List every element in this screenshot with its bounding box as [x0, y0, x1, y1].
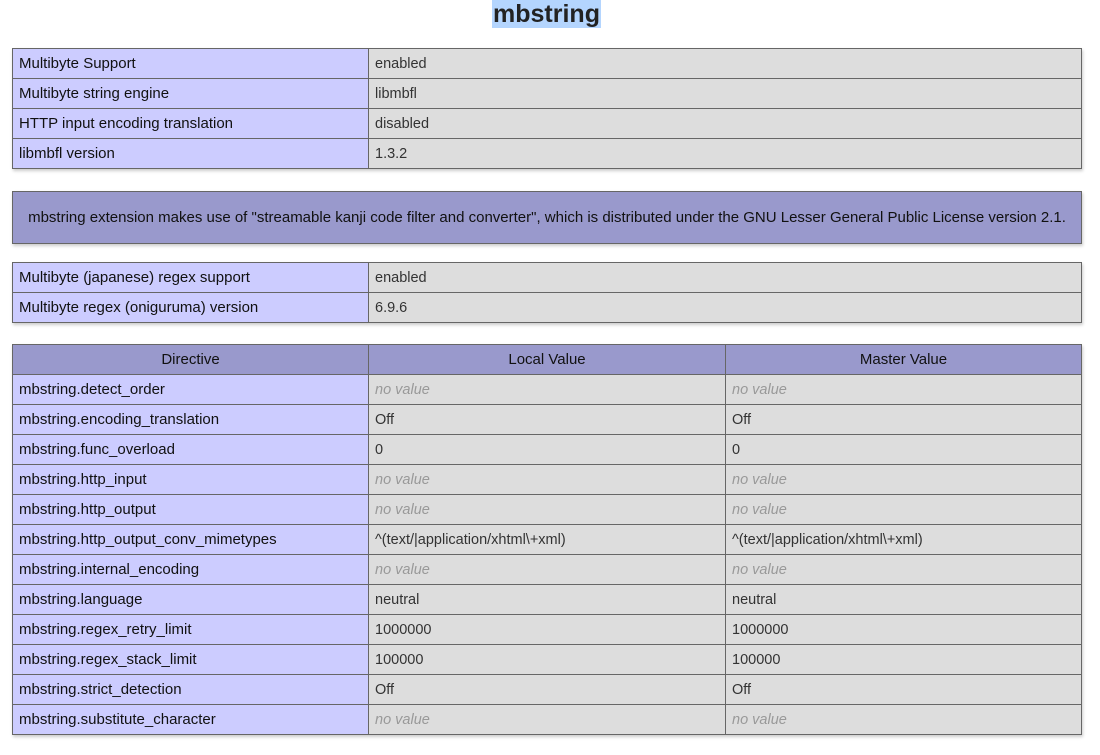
local-value: 1000000 — [369, 615, 726, 645]
no-value-text: no value — [375, 381, 430, 398]
info-table — [12, 48, 1082, 169]
directive-name: mbstring.detect_order — [13, 375, 369, 405]
table-row — [13, 675, 1082, 705]
no-value-text: no value — [732, 711, 787, 728]
master-value: 100000 — [726, 645, 1082, 675]
directive-name: mbstring.regex_stack_limit — [13, 645, 369, 675]
section-title-text: mbstring — [493, 0, 600, 28]
row-label: Multibyte Support — [13, 49, 369, 79]
master-value — [726, 465, 1082, 495]
master-value: ^(text/|application/xhtml\+xml) — [726, 525, 1082, 555]
row-value: enabled — [369, 49, 1082, 79]
table-row — [13, 585, 1082, 615]
master-value: Off — [726, 675, 1082, 705]
row-value: enabled — [369, 263, 1082, 293]
no-value-text: no value — [375, 501, 430, 518]
table-row — [13, 192, 1082, 244]
table-row — [13, 555, 1082, 585]
table-row — [13, 263, 1082, 293]
row-label: HTTP input encoding translation — [13, 109, 369, 139]
no-value-text: no value — [732, 381, 787, 398]
local-value — [369, 495, 726, 525]
table-header-row — [13, 345, 1082, 375]
table-row — [13, 495, 1082, 525]
row-value: libmbfl — [369, 79, 1082, 109]
table-row — [13, 435, 1082, 465]
row-label: libmbfl version — [13, 139, 369, 169]
directive-name: mbstring.func_overload — [13, 435, 369, 465]
column-header-local-value: Local Value — [369, 345, 726, 375]
no-value-text: no value — [375, 561, 430, 578]
table-row — [13, 375, 1082, 405]
directive-name: mbstring.encoding_translation — [13, 405, 369, 435]
license-note-table — [12, 191, 1082, 244]
local-value — [369, 705, 726, 735]
directive-name: mbstring.language — [13, 585, 369, 615]
directive-name: mbstring.http_input — [13, 465, 369, 495]
no-value-text: no value — [732, 501, 787, 518]
row-label: Multibyte string engine — [13, 79, 369, 109]
master-value: neutral — [726, 585, 1082, 615]
local-value: neutral — [369, 585, 726, 615]
table-row — [13, 615, 1082, 645]
table-row — [13, 49, 1082, 79]
row-label: Multibyte regex (oniguruma) version — [13, 293, 369, 323]
local-value — [369, 375, 726, 405]
directives-table — [12, 344, 1082, 735]
no-value-text: no value — [375, 471, 430, 488]
local-value: 0 — [369, 435, 726, 465]
master-value: Off — [726, 405, 1082, 435]
local-value: ^(text/|application/xhtml\+xml) — [369, 525, 726, 555]
section-title — [0, 0, 1093, 28]
table-row — [13, 109, 1082, 139]
no-value-text: no value — [732, 561, 787, 578]
directive-name: mbstring.regex_retry_limit — [13, 615, 369, 645]
directive-name: mbstring.substitute_character — [13, 705, 369, 735]
table-row — [13, 645, 1082, 675]
no-value-text: no value — [732, 471, 787, 488]
local-value — [369, 555, 726, 585]
master-value: 1000000 — [726, 615, 1082, 645]
regex-table — [12, 262, 1082, 323]
master-value — [726, 375, 1082, 405]
table-row — [13, 705, 1082, 735]
master-value — [726, 495, 1082, 525]
directive-name: mbstring.strict_detection — [13, 675, 369, 705]
table-row — [13, 525, 1082, 555]
row-value: disabled — [369, 109, 1082, 139]
local-value: Off — [369, 405, 726, 435]
table-row — [13, 139, 1082, 169]
row-label: Multibyte (japanese) regex support — [13, 263, 369, 293]
column-header-master-value: Master Value — [726, 345, 1082, 375]
local-value: Off — [369, 675, 726, 705]
license-note: mbstring extension makes use of "streamable kanji code filter and converter", which is distributed under the GNU Lesser General Public License version 2.1. — [13, 192, 1082, 244]
table-row — [13, 293, 1082, 323]
directive-name: mbstring.internal_encoding — [13, 555, 369, 585]
directive-name: mbstring.http_output — [13, 495, 369, 525]
column-header-directive: Directive — [13, 345, 369, 375]
master-value — [726, 555, 1082, 585]
row-value: 6.9.6 — [369, 293, 1082, 323]
table-row — [13, 465, 1082, 495]
directive-name: mbstring.http_output_conv_mimetypes — [13, 525, 369, 555]
table-row — [13, 79, 1082, 109]
local-value — [369, 465, 726, 495]
table-row — [13, 405, 1082, 435]
master-value: 0 — [726, 435, 1082, 465]
no-value-text: no value — [375, 711, 430, 728]
row-value: 1.3.2 — [369, 139, 1082, 169]
master-value — [726, 705, 1082, 735]
local-value: 100000 — [369, 645, 726, 675]
